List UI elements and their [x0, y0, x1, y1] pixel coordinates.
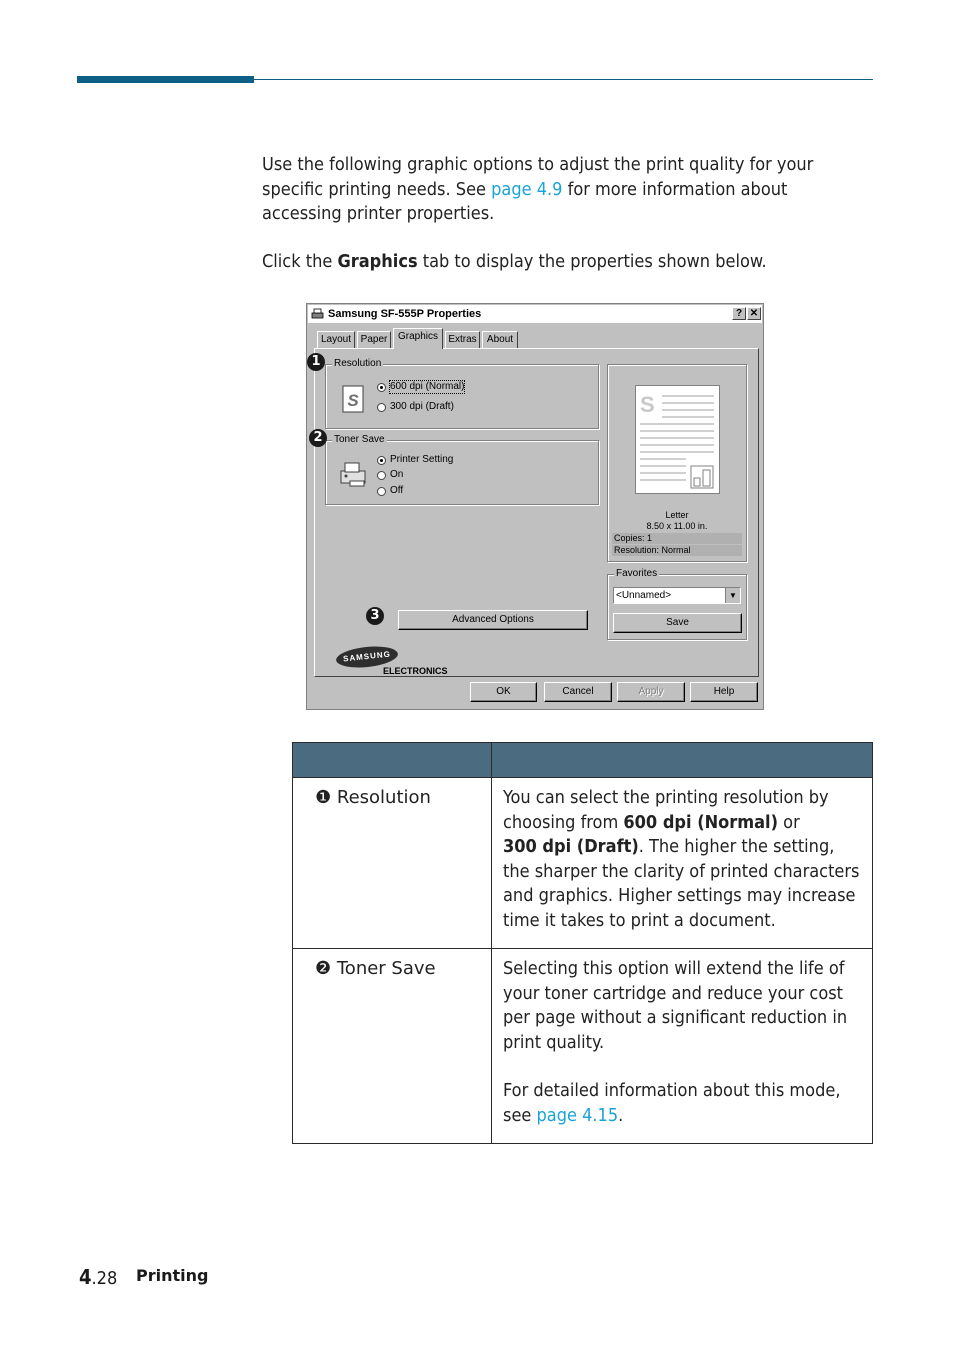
properties-dialog — [306, 303, 764, 710]
radio-300dpi[interactable] — [377, 401, 454, 413]
favorites-select[interactable] — [613, 587, 741, 604]
radio-button[interactable] — [377, 471, 386, 480]
callout-2: 2 — [309, 429, 327, 447]
instruction-text-1: Click the — [262, 251, 338, 272]
intro-text-1: Use the following graphic options to adjust the print quality for your specific printing needs. See — [262, 154, 814, 200]
marker-2: ❷ — [315, 958, 332, 979]
intro-paragraph — [262, 153, 862, 227]
radio-printer-setting[interactable] — [377, 454, 453, 466]
electronics-text: ELECTRONICS — [383, 666, 448, 676]
table-row — [293, 778, 873, 949]
desc-text: . — [618, 1104, 624, 1126]
preview-paper-name: Letter — [665, 510, 689, 520]
save-button[interactable]: Save — [613, 613, 742, 633]
preview-group — [607, 364, 747, 562]
chapter-number: 4 — [79, 1265, 92, 1289]
dialog-title-bar — [308, 305, 762, 323]
preview-resolution: Resolution: Normal — [612, 545, 742, 556]
table-header-cell — [492, 743, 873, 778]
favorites-label: Favorites — [616, 568, 658, 579]
radio-button[interactable] — [377, 487, 386, 496]
advanced-options-button[interactable]: Advanced Options — [398, 610, 588, 630]
tab-paper[interactable]: Paper — [357, 331, 391, 348]
radio-button[interactable] — [377, 383, 386, 392]
option-name-cell — [293, 949, 492, 1144]
desc-bold: 600 dpi (Normal) — [623, 811, 779, 833]
options-table — [292, 742, 873, 1144]
header-rule-thin — [254, 79, 873, 80]
page-link[interactable]: page 4.9 — [491, 178, 563, 200]
radio-toner-on[interactable] — [377, 469, 403, 481]
svg-text:S: S — [347, 391, 359, 410]
option-name: Resolution — [336, 787, 431, 808]
radio-toner-off[interactable] — [377, 485, 403, 497]
radio-button[interactable] — [377, 456, 386, 465]
preview-copies: Copies: 1 — [612, 533, 742, 544]
header-rule-thick — [77, 76, 254, 83]
tab-about[interactable]: About — [482, 331, 518, 348]
option-desc-cell — [492, 778, 873, 949]
callout-3: 3 — [366, 607, 384, 625]
table-header-row — [293, 743, 873, 778]
help-button[interactable]: Help — [690, 682, 758, 702]
desc-text: You can select the printing resolution by choosing from — [503, 787, 829, 833]
callout-1: 1 — [307, 353, 325, 371]
tab-extras[interactable]: Extras — [445, 331, 480, 348]
printer-icon — [311, 308, 324, 320]
resolution-label: Resolution — [334, 358, 382, 369]
desc-text: For detailed information about this mode, see — [503, 1080, 841, 1126]
samsung-logo: SAMSUNG — [335, 644, 399, 670]
option-desc-cell — [492, 949, 873, 1144]
resolution-group — [325, 358, 599, 429]
svg-text:S: S — [640, 392, 655, 417]
marker-1: ❶ — [315, 787, 332, 808]
dialog-title: Samsung SF-555P Properties — [328, 308, 482, 320]
page-preview-graphic — [636, 386, 719, 493]
instruction-text-2: tab to display the properties shown below. — [417, 251, 767, 272]
favorites-value: <Unnamed> — [616, 590, 672, 601]
favorites-group — [607, 568, 747, 640]
page-preview — [635, 385, 720, 494]
toner-save-label: Toner Save — [334, 434, 385, 445]
intro-text-2: for more information about accessing printer properties. — [262, 178, 788, 224]
graphics-panel — [314, 348, 759, 677]
desc-text: Selecting this option will extend the life of your toner cartridge and reduce your cost per page without a significant reduction in print quality. — [503, 958, 848, 1053]
ok-button[interactable]: OK — [470, 682, 537, 702]
radio-600dpi[interactable] — [377, 381, 464, 393]
desc-paragraph — [503, 1079, 862, 1128]
page-number — [79, 1265, 117, 1289]
tab-layout[interactable]: Layout — [317, 331, 355, 348]
toner-printer-icon — [338, 459, 368, 489]
help-title-button[interactable]: ? — [732, 307, 746, 320]
table-row — [293, 949, 873, 1144]
apply-button[interactable]: Apply — [617, 682, 685, 702]
option-name-cell — [293, 778, 492, 949]
page-suffix: .28 — [91, 1268, 118, 1289]
desc-bold: 300 dpi (Draft) — [503, 836, 639, 857]
chevron-down-icon[interactable]: ▼ — [725, 588, 740, 603]
instruction-bold: Graphics — [337, 251, 418, 272]
cancel-button[interactable]: Cancel — [544, 682, 612, 702]
resolution-s-icon — [342, 385, 364, 413]
instruction-paragraph — [262, 250, 862, 275]
radio-label: Printer Setting — [390, 454, 454, 465]
desc-text: or — [778, 811, 800, 833]
preview-paper-size: 8.50 x 11.00 in. — [646, 521, 708, 531]
radio-label: 600 dpi (Normal) — [390, 381, 465, 392]
radio-label: On — [390, 469, 404, 480]
radio-label: Off — [390, 485, 404, 496]
table-header-cell — [293, 743, 492, 778]
option-name: Toner Save — [336, 958, 436, 979]
tab-graphics[interactable]: Graphics — [393, 328, 443, 349]
desc-text: . The higher the setting, the sharper the clarity of printed characters and graphics. Higher settings may increase time it takes to print a document. — [503, 836, 860, 931]
page-link[interactable]: page 4.15 — [536, 1104, 619, 1126]
section-title: Printing — [136, 1266, 209, 1285]
close-icon[interactable]: ✕ — [747, 307, 761, 320]
radio-button[interactable] — [377, 403, 386, 412]
toner-save-group — [325, 434, 599, 505]
radio-label: 300 dpi (Draft) — [390, 401, 454, 412]
